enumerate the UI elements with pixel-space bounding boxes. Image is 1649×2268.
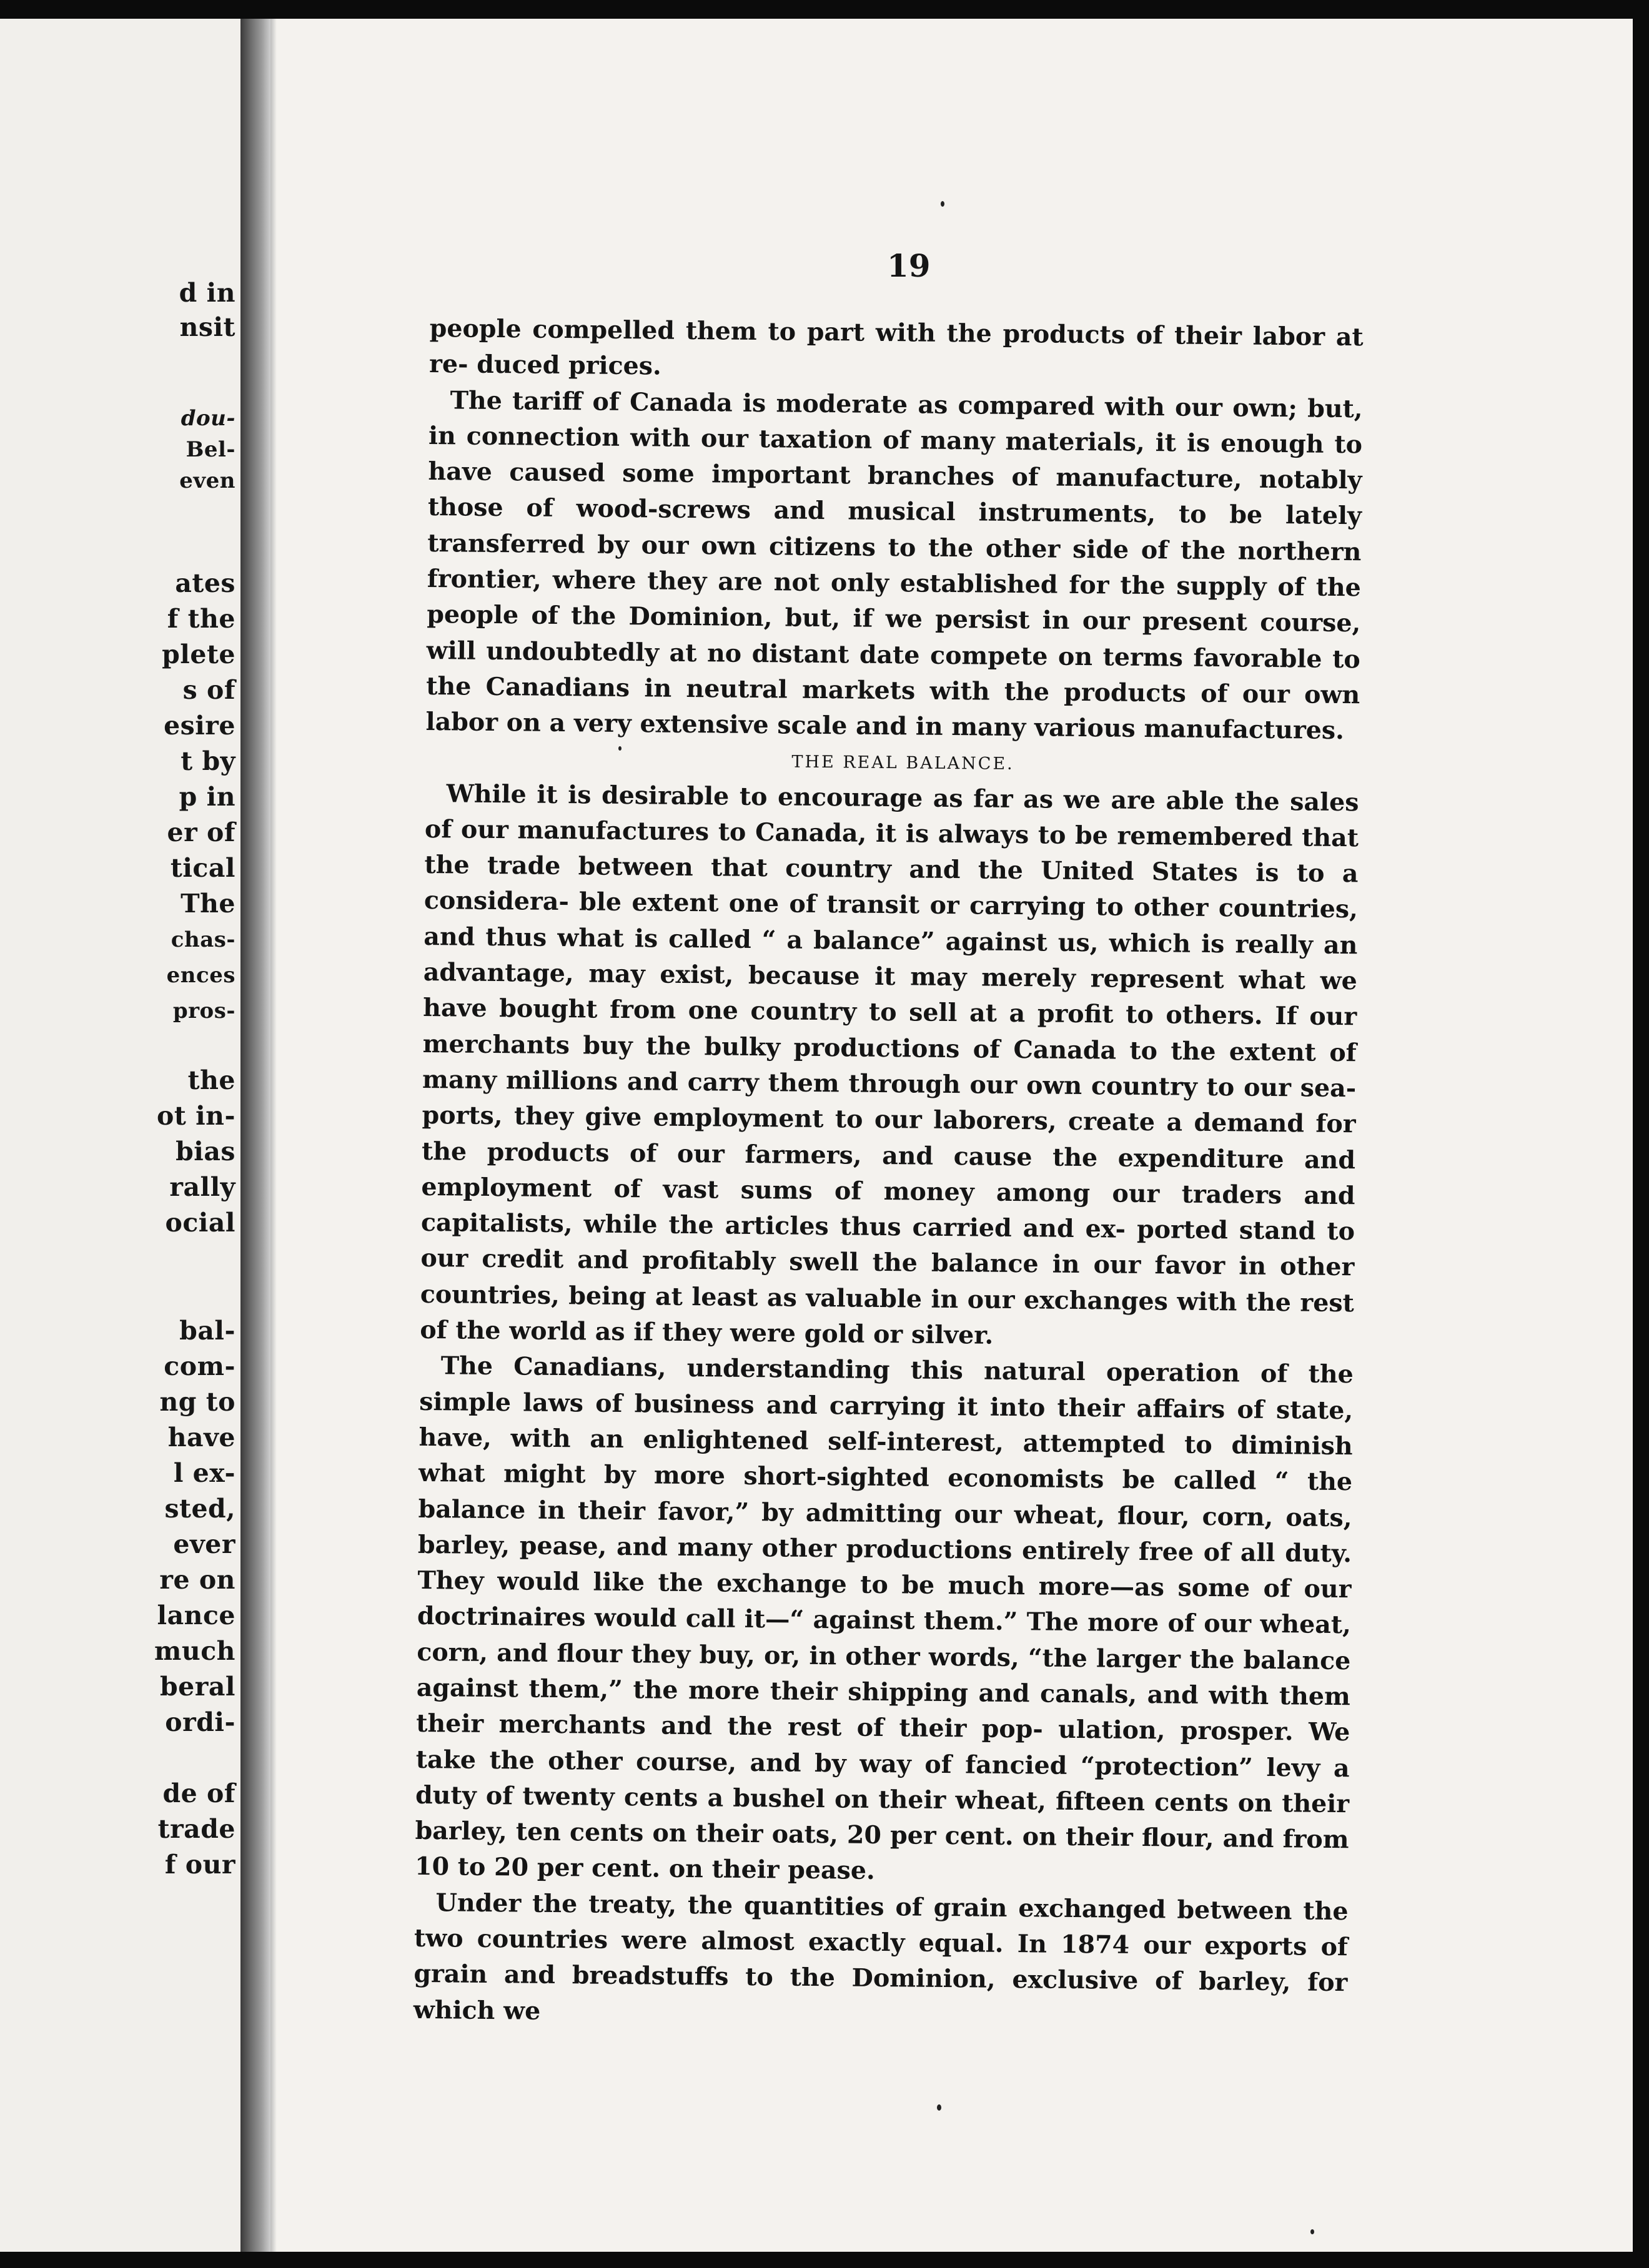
left-line: beral (160, 1672, 235, 1702)
left-line: even (179, 468, 235, 493)
left-line: ordi- (165, 1707, 235, 1737)
scan-speck (618, 746, 621, 751)
left-line: trade (157, 1814, 235, 1844)
left-line: ocial (165, 1208, 235, 1238)
left-line: ates (175, 568, 235, 598)
left-line: ences (166, 963, 235, 988)
page-body-text (413, 311, 1364, 2037)
scan-speck (941, 201, 944, 207)
paragraph: The tariff of Canada is moderate as compared with our own; but, in connection with our taxation of many materials, it is enough to have caused some important branches of manufacture, notably those of wood-screws and musical instruments, to be lately transferred by our own citizens to the other side of the northern frontier, where they are not only established for the supply of the people of the Dominion, but, if we persist in our present course, will undoubtedly at no distant date compete on terms favorable to the Canadians in neutral markets with the products of our own labor on a very extensive scale and in many various manufactures. (425, 385, 1363, 746)
paragraph: people compelled them to part with the products of their labor at re- duced prices. (428, 313, 1364, 381)
left-line: The (181, 889, 235, 919)
page-number: 19 (887, 247, 931, 284)
left-line: ot in- (157, 1101, 235, 1131)
section-heading: THE REAL BALANCE. (791, 752, 1014, 774)
scan-border-top (0, 0, 1649, 19)
left-line: lance (157, 1600, 235, 1630)
left-line: bal- (179, 1316, 235, 1346)
left-line: Bel- (186, 437, 235, 462)
paragraph: While it is desirable to encourage as far as we are able the sales of our manufactures to Canada, it is always to be remembered that the trade between that country and the United States is to a considera- ble extent one of transit or carrying to other countries, and thus what is called “ a balance” against us, which is really an advantage, may exist, because it may merely represent what we have bought from one country to sell at a profit to others. If our merchants buy the bulky productions of Canada to the extent of many millions and carry them through our own country to our sea-ports, they give employment to our laborers, create a demand for the products of our farmers, and cause the expenditure and employment of vast sums of money among our traders and capitalists, while the articles thus carried and ex- ported stand to our credit and profitably swell the balance in our favor in other countries, being at least as valuable in our exchanges with the rest of the world as if they were gold or silver. (420, 779, 1359, 1350)
left-line: s of (182, 675, 235, 705)
left-line: tical (170, 853, 235, 883)
left-line: nsit (179, 312, 235, 342)
left-line: esire (164, 711, 235, 741)
scan-speck (937, 2104, 941, 2111)
left-line: chas- (171, 927, 235, 952)
left-line: t by (181, 746, 235, 776)
left-line: com- (164, 1351, 235, 1381)
left-line: dou- (181, 406, 235, 431)
left-page-fragment (0, 19, 240, 2252)
scan-border-bottom (0, 2252, 1649, 2268)
left-line: sted, (164, 1494, 235, 1524)
left-line: ng to (159, 1387, 235, 1417)
left-line: have (167, 1422, 235, 1452)
left-line: de of (162, 1778, 235, 1808)
page-gutter-shadow (240, 19, 270, 2252)
scan-border-right (1633, 0, 1649, 2268)
page-gutter-edge (270, 19, 277, 2252)
paragraph: The Canadians, understanding this natural operation of the simple laws of business and carrying it into their affairs of state, have, with an enlightened self-interest, attempted to diminish what might by more short-sighted economists be called “ the balance in their favor,” by admitting our wheat, flour, corn, oats, barley, pease, and many other productions entirely free of all duty. They would like the exchange to be much more—as some of our doctrinaires would call it—“ against them.” The more of our wheat, corn, and flour they buy, or, in other words, “the larger the balance against them,” the more their shipping and canals, and with them their merchants and the rest of their pop- ulation, prosper. We take the other course, and by way of fancied “protection” levy a duty of twenty cents a bushel on their wheat, fifteen cents on their barley, ten cents on their oats, 20 per cent. on their flour, and from 10 to 20 per cent. on their pease. (414, 1351, 1354, 1886)
left-line: d in (179, 278, 235, 308)
left-line: plete (162, 639, 235, 669)
left-line: er of (167, 817, 235, 847)
left-line: ever (173, 1529, 235, 1559)
left-line: l ex- (173, 1458, 235, 1488)
left-line: pros- (172, 998, 235, 1023)
left-line: f our (164, 1850, 235, 1880)
scan-speck (1310, 2229, 1314, 2234)
left-line: f the (167, 604, 235, 634)
left-line: much (154, 1636, 235, 1666)
left-line: the (187, 1065, 235, 1095)
paragraph: Under the treaty, the quantities of grain exchanged between the two countries were almost exactly equal. In 1874 our exports of grain and breadstuffs to the Dominion, exclusive of barley, for which we (413, 1888, 1349, 2026)
left-line: re on (159, 1565, 235, 1595)
left-line: rally (169, 1172, 235, 1202)
left-line: bias (176, 1136, 235, 1166)
left-line: p in (179, 782, 235, 812)
